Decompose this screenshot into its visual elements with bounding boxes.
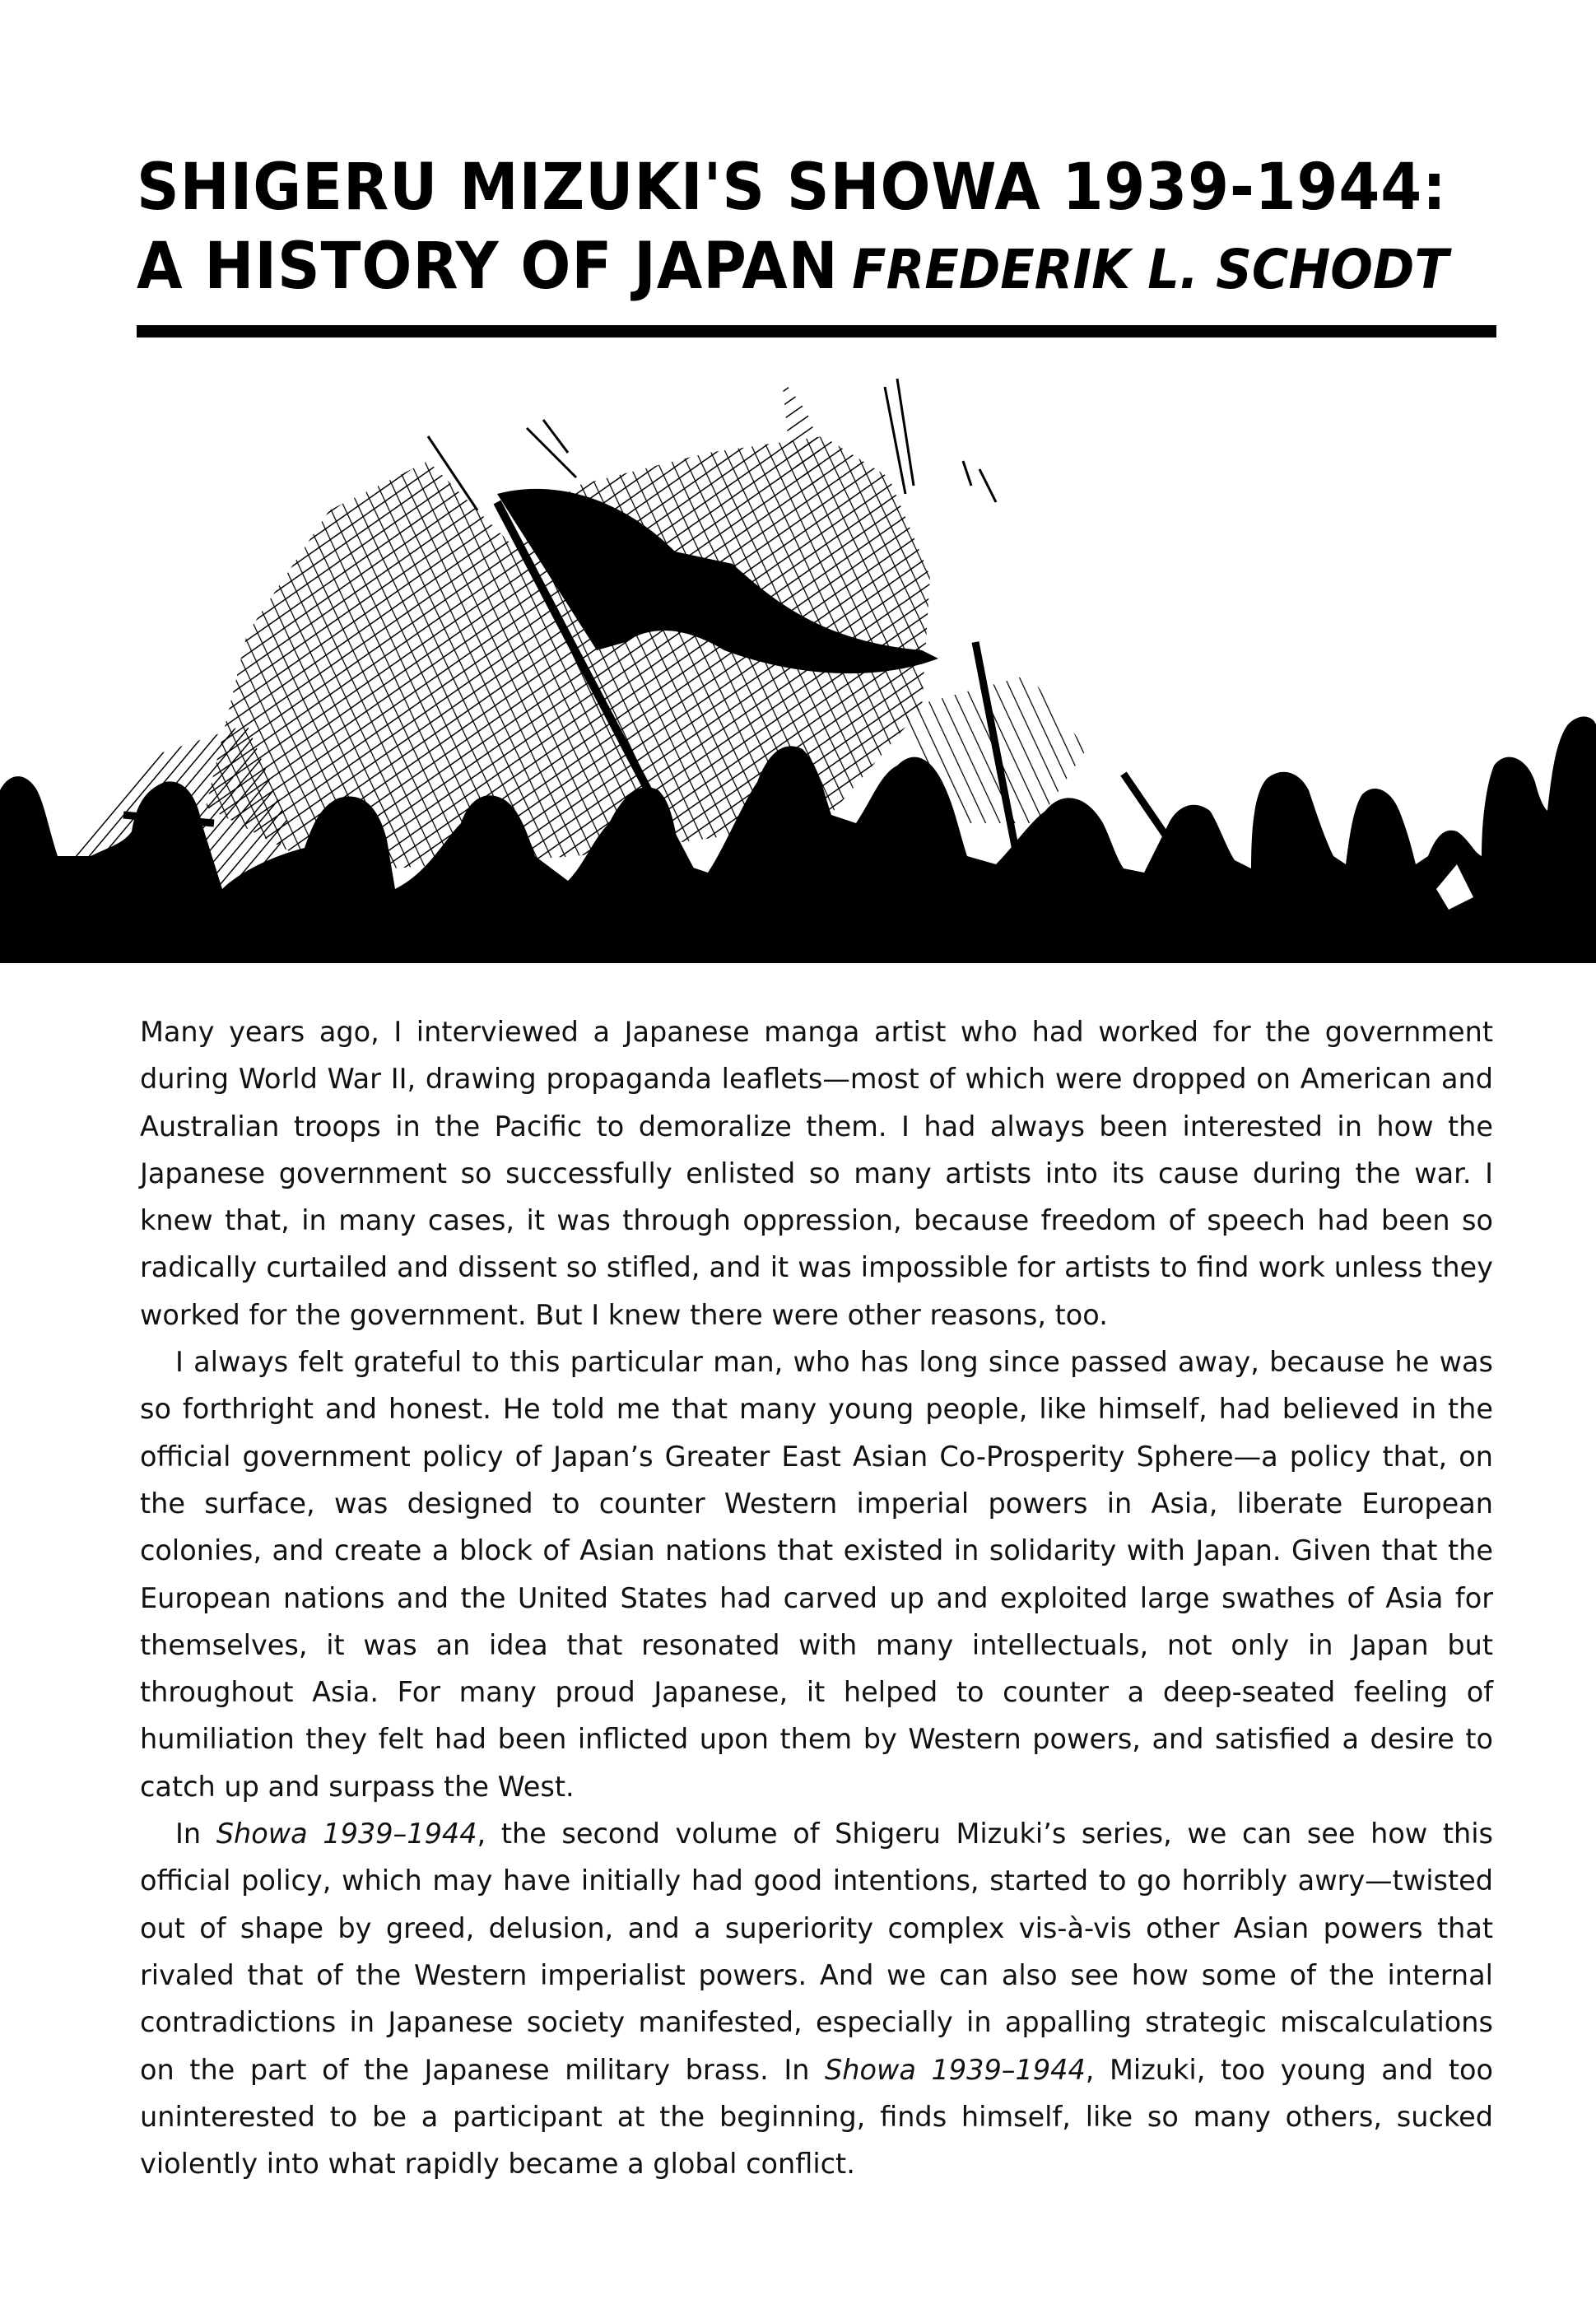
paragraph-text: I always felt grateful to this particular man, who has long since passed away, because he was so forthright and honest. He told me that many young people, like himself, had believed in the official government policy of Japan’s Greater East Asian Co-Prosperity Sphere—a policy that, on the surface, was designed to counter Western imperial powers in Asia, liberate European colonies, and create a block of Asian nations that existed in solidarity with Japan. Given that the European nations and the United States had carved up and exploited large swathes of Asia for themselves, it was an idea that resonated with many intellectuals, not only in Japan but throughout Asia. For many proud Japanese, it helped to counter a deep-seated feeling of humiliation they felt had been inflicted upon them by Western powers, and satisfied a desire to catch up and surpass the West. xyxy=(140,1346,1493,1803)
article-body xyxy=(140,1008,1493,2187)
article-paragraph-3 xyxy=(140,1810,1493,2187)
article-paragraph-2 xyxy=(140,1338,1493,1810)
book-title-italic: Showa 1939–1944 xyxy=(825,2053,1086,2086)
page-title xyxy=(137,148,1449,310)
author-name: FREDERIK L. SCHODT xyxy=(852,238,1449,301)
title-line-2 xyxy=(137,227,1449,310)
title-subtitle: A HISTORY OF JAPAN xyxy=(137,230,839,304)
title-line-1: SHIGERU MIZUKI'S SHOWA 1939-1944: xyxy=(137,151,1447,225)
crowd-silhouette-image xyxy=(0,362,1596,963)
paragraph-text: , Mizuki, too young and too uninterested to be a participant at the beginning, finds himself, like so many others, sucked violently into what rapidly became a global conflict. xyxy=(140,2053,1494,2181)
paragraph-text: In xyxy=(175,1818,216,1850)
book-title-italic: Showa 1939–1944 xyxy=(216,1818,477,1850)
article-paragraph-1 xyxy=(140,1008,1493,1338)
title-divider xyxy=(137,325,1496,338)
crowd-flag-illustration xyxy=(0,362,1596,963)
paragraph-text: , the second volume of Shigeru Mizuki’s series, we can see how this official policy, which may have initially had good intentions, started to go horribly awry—twisted out of shape by greed, delusion, and a superiority complex vis-à-vis other Asian powers that rivaled that of the Western imperialist powers. And we can also see how some of the internal contradictions in Japanese society manifested, especially in appalling strategic miscalculations on the part of the Japanese military brass. In xyxy=(140,1818,1493,2086)
paragraph-text: Many years ago, I interviewed a Japanese manga artist who had worked for the government during World War II, drawing propaganda leaflets—most of which were dropped on American and Australian troops in the Pacific to demoralize them. I had always been interested in how the Japanese government so successfully enlisted so many artists into its cause during the war. I knew that, in many cases, it was through oppression, because freedom of speech had been so radically curtailed and dissent so stifled, and it was impossible for artists to find work unless they worked for the government. But I knew there were other reasons, too. xyxy=(140,1016,1493,1331)
